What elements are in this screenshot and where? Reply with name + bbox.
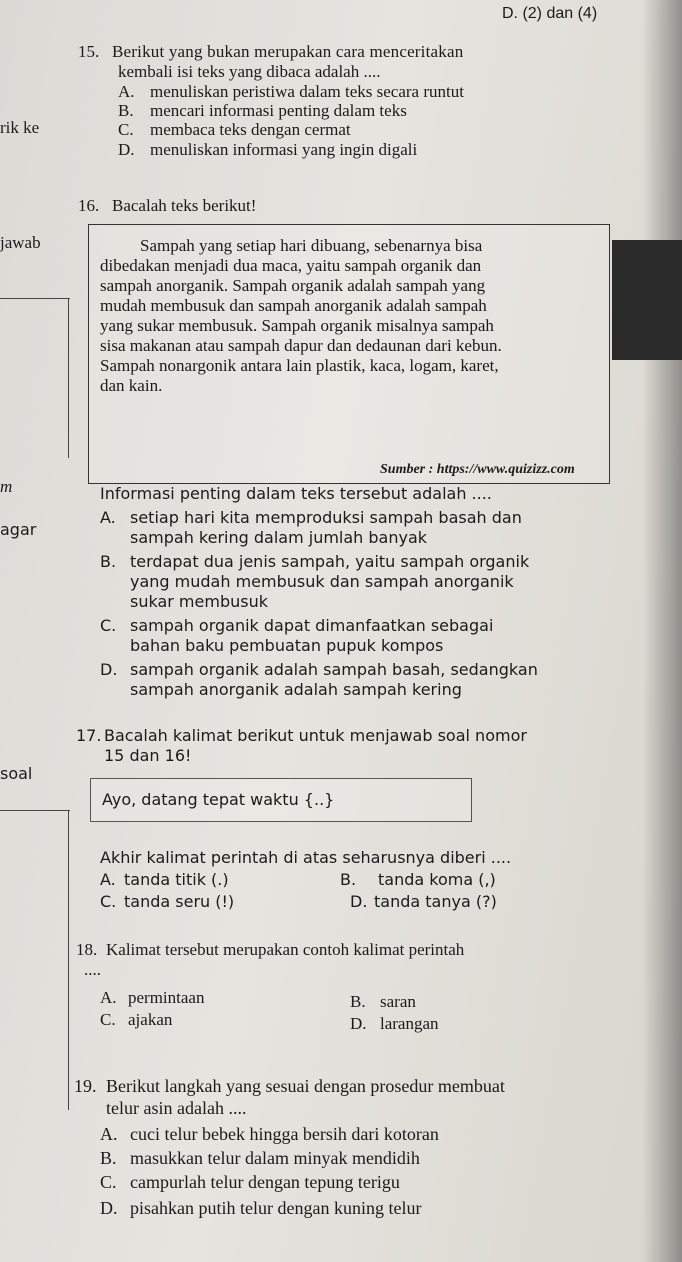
- question-19-stem: telur asin adalah ....: [106, 1098, 247, 1118]
- passage-source: Sumber : https://www.quizizz.com: [380, 462, 575, 477]
- option-b-text[interactable]: sukar membusuk: [130, 592, 268, 611]
- option-a-letter[interactable]: A.: [100, 988, 117, 1007]
- question-15-stem: Berikut yang bukan merupakan cara menceritakan: [112, 42, 464, 61]
- option-b-text[interactable]: saran: [380, 992, 416, 1011]
- passage-line: dibedakan menjadi dua maca, yaitu sampah organik dan: [100, 256, 482, 275]
- option-b-letter[interactable]: B.: [100, 552, 117, 571]
- option-c-letter[interactable]: C.: [100, 616, 117, 635]
- question-15-stem: kembali isi teks yang dibaca adalah ....: [118, 62, 381, 81]
- option-d-text[interactable]: pisahkan putih telur dengan kuning telur: [130, 1198, 422, 1218]
- margin-rule: [0, 298, 70, 299]
- margin-rule: [68, 298, 69, 458]
- question-17-number: 17.: [76, 726, 102, 745]
- question-19-number: 19.: [74, 1076, 97, 1096]
- question-18-stem: Kalimat tersebut merupakan contoh kalimat perintah: [106, 940, 465, 959]
- passage-line: mudah membusuk dan sampah anorganik adalah sampah: [100, 296, 487, 315]
- option-c-text[interactable]: ajakan: [128, 1010, 173, 1029]
- question-18-number: 18.: [76, 940, 98, 959]
- option-b-text[interactable]: masukkan telur dalam minyak mendidih: [130, 1148, 420, 1168]
- option-c-text[interactable]: campurlah telur dengan tepung terigu: [130, 1172, 400, 1192]
- passage-line: Sampah nonargonik antara lain plastik, kaca, logam, karet,: [100, 356, 499, 375]
- passage-line: dan kain.: [100, 376, 163, 395]
- option-d-text[interactable]: menuliskan informasi yang ingin digali: [150, 140, 418, 159]
- option-a-text[interactable]: menuliskan peristiwa dalam teks secara runtut: [150, 82, 464, 101]
- question-17-stem: Bacalah kalimat berikut untuk menjawab soal nomor: [104, 726, 527, 745]
- option-d-text[interactable]: sampah organik adalah sampah basah, sedangkan: [130, 660, 538, 679]
- option-d-letter[interactable]: D.: [118, 140, 135, 159]
- option-b-text[interactable]: tanda koma (,): [378, 870, 496, 889]
- question-18-stem: ....: [84, 960, 101, 979]
- example-sentence: Ayo, datang tepat waktu {..}: [102, 790, 335, 809]
- question-15-number: 15.: [78, 42, 100, 61]
- question-16-number: 16.: [78, 196, 100, 215]
- option-c-text[interactable]: membaca teks dengan cermat: [150, 120, 351, 139]
- option-c-letter[interactable]: C.: [100, 892, 117, 911]
- option-d-letter[interactable]: D.: [100, 660, 118, 679]
- passage-line: sampah anorganik. Sampah organik adalah sampah yang: [100, 276, 486, 295]
- option-c-letter[interactable]: C.: [100, 1172, 117, 1192]
- option-b-text[interactable]: mencari informasi penting dalam teks: [150, 101, 407, 120]
- page-shadow: [642, 0, 682, 1262]
- option-c-text[interactable]: bahan baku pembuatan pupuk kompos: [130, 636, 444, 655]
- passage-line: sisa makanan atau sampah dapur dan dedaunan dari kebun.: [100, 336, 502, 355]
- question-19-stem: Berikut langkah yang sesuai dengan prosedur membuat: [106, 1076, 505, 1096]
- question-17-stem: 15 dan 16!: [104, 746, 192, 765]
- option-b-letter[interactable]: B.: [100, 1148, 117, 1168]
- margin-fragment: m: [0, 477, 13, 496]
- option-a-letter[interactable]: A.: [100, 870, 116, 889]
- option-b-text[interactable]: yang mudah membusuk dan sampah anorganik: [130, 572, 514, 591]
- option-d-letter[interactable]: D.: [350, 892, 368, 911]
- option-c-text[interactable]: sampah organik dapat dimanfaatkan sebagai: [130, 616, 494, 635]
- option-c-letter[interactable]: C.: [118, 120, 134, 139]
- previous-option-d: D. (2) dan (4): [502, 5, 598, 22]
- option-d-letter[interactable]: D.: [350, 1014, 367, 1033]
- option-c-text[interactable]: tanda seru (!): [124, 892, 235, 911]
- option-b-letter[interactable]: B.: [340, 870, 357, 889]
- option-a-text[interactable]: tanda titik (.): [124, 870, 229, 889]
- question-16-prompt: Informasi penting dalam teks tersebut adalah ....: [100, 484, 492, 503]
- question-17-prompt: Akhir kalimat perintah di atas seharusnya diberi ....: [100, 848, 512, 867]
- option-a-letter[interactable]: A.: [118, 82, 135, 101]
- option-d-text[interactable]: sampah anorganik adalah sampah kering: [130, 680, 462, 699]
- option-d-letter[interactable]: D.: [100, 1198, 118, 1218]
- margin-rule: [0, 810, 70, 811]
- margin-fragment: soal: [0, 764, 33, 783]
- option-a-letter[interactable]: A.: [100, 1124, 118, 1144]
- option-a-text[interactable]: cuci telur bebek hingga bersih dari kotoran: [130, 1124, 439, 1144]
- margin-fragment: jawab: [0, 233, 41, 252]
- option-d-text[interactable]: tanda tanya (?): [374, 892, 497, 911]
- option-b-letter[interactable]: B.: [118, 101, 134, 120]
- background-edge: [612, 240, 682, 360]
- option-c-letter[interactable]: C.: [100, 1010, 116, 1029]
- margin-fragment: rik ke: [0, 118, 40, 137]
- margin-rule: [68, 810, 69, 1110]
- option-b-letter[interactable]: B.: [350, 992, 366, 1011]
- option-a-text[interactable]: permintaan: [128, 988, 205, 1007]
- passage-line: Sampah yang setiap hari dibuang, sebenarnya bisa: [140, 236, 483, 255]
- passage-line: yang sukar membusuk. Sampah organik misalnya sampah: [100, 316, 494, 335]
- question-16-stem: Bacalah teks berikut!: [112, 196, 257, 215]
- option-d-text[interactable]: larangan: [380, 1014, 439, 1033]
- margin-fragment: agar: [0, 520, 37, 539]
- option-a-text[interactable]: sampah kering dalam jumlah banyak: [130, 528, 428, 547]
- option-a-text[interactable]: setiap hari kita memproduksi sampah basah dan: [130, 508, 522, 527]
- option-b-text[interactable]: terdapat dua jenis sampah, yaitu sampah organik: [130, 552, 530, 571]
- option-a-letter[interactable]: A.: [100, 508, 116, 527]
